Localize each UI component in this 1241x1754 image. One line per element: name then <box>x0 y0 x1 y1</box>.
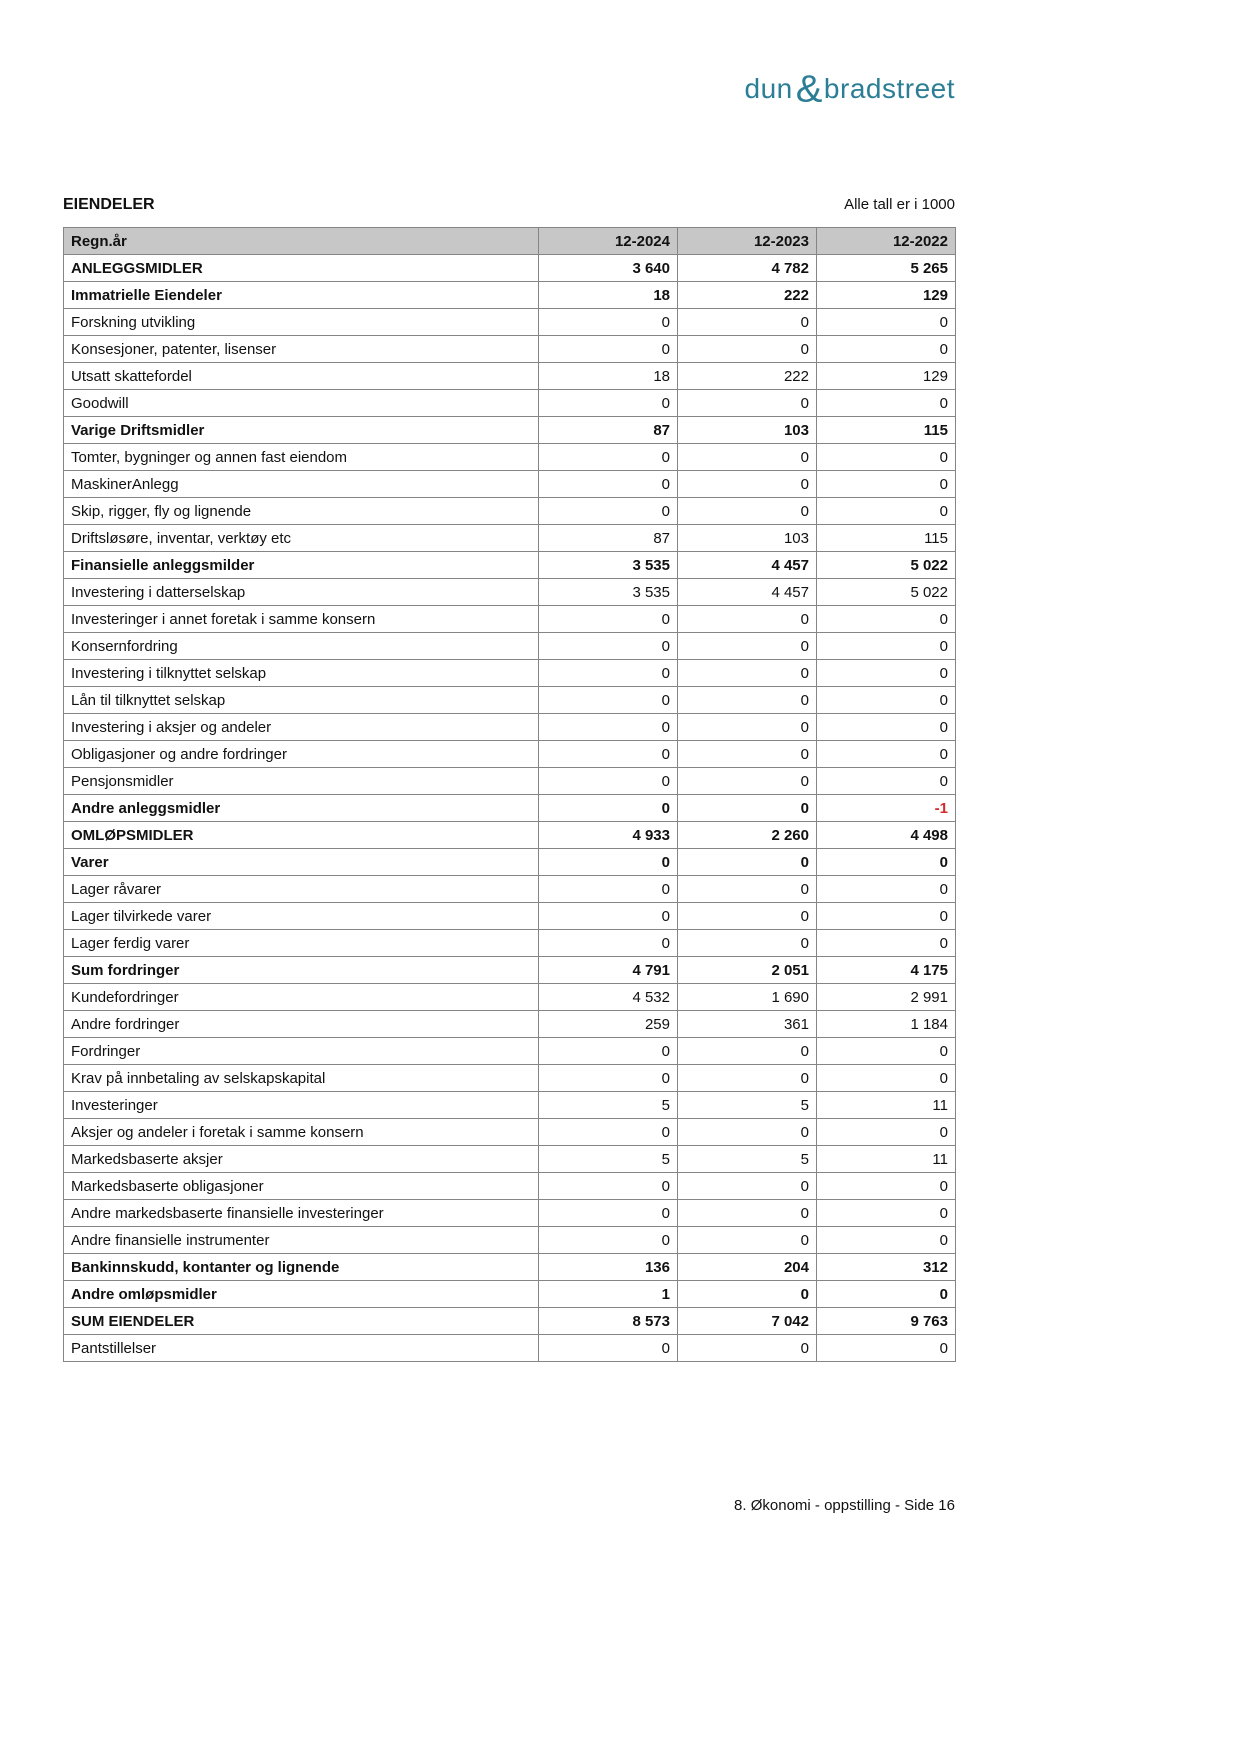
row-label: Konsernfordring <box>64 633 539 660</box>
row-value: 2 991 <box>817 984 956 1011</box>
table-row <box>64 390 956 417</box>
row-value: 0 <box>539 687 678 714</box>
table-row <box>64 471 956 498</box>
row-value: 2 260 <box>678 822 817 849</box>
table-body <box>64 255 956 1362</box>
row-value: 0 <box>817 444 956 471</box>
row-value: 0 <box>817 849 956 876</box>
row-value: 1 184 <box>817 1011 956 1038</box>
row-value: 0 <box>539 309 678 336</box>
row-value: 0 <box>678 768 817 795</box>
row-value: 0 <box>539 444 678 471</box>
row-value: 0 <box>539 336 678 363</box>
row-value: 5 <box>678 1092 817 1119</box>
row-label: Varer <box>64 849 539 876</box>
table-row <box>64 282 956 309</box>
row-value: 0 <box>678 444 817 471</box>
row-value: 0 <box>678 1335 817 1362</box>
row-value: 0 <box>678 795 817 822</box>
table-row <box>64 363 956 390</box>
row-value: 87 <box>539 525 678 552</box>
row-value: 103 <box>678 525 817 552</box>
row-label: Forskning utvikling <box>64 309 539 336</box>
row-value: 0 <box>678 606 817 633</box>
row-value: 7 042 <box>678 1308 817 1335</box>
table-row <box>64 1281 956 1308</box>
row-value: 0 <box>817 768 956 795</box>
row-value: 87 <box>539 417 678 444</box>
row-value: 5 <box>539 1092 678 1119</box>
row-value: 0 <box>539 1173 678 1200</box>
row-value: 0 <box>817 1281 956 1308</box>
row-label: Investering i tilknyttet selskap <box>64 660 539 687</box>
row-value: 115 <box>817 525 956 552</box>
row-value: 0 <box>678 1173 817 1200</box>
row-label: Investering i datterselskap <box>64 579 539 606</box>
row-value: 0 <box>678 309 817 336</box>
row-value: 103 <box>678 417 817 444</box>
table-row <box>64 822 956 849</box>
row-value: 0 <box>817 930 956 957</box>
row-label: Skip, rigger, fly og lignende <box>64 498 539 525</box>
row-value: 4 498 <box>817 822 956 849</box>
row-label: Andre anleggsmidler <box>64 795 539 822</box>
row-value: 0 <box>678 714 817 741</box>
row-label: Fordringer <box>64 1038 539 1065</box>
table-row <box>64 309 956 336</box>
row-value: 0 <box>539 849 678 876</box>
row-label: Varige Driftsmidler <box>64 417 539 444</box>
row-value: 0 <box>539 876 678 903</box>
table-row <box>64 1254 956 1281</box>
table-row <box>64 795 956 822</box>
table-row <box>64 903 956 930</box>
logo-text-bradstreet: bradstreet <box>823 73 955 104</box>
row-label: Immatrielle Eiendeler <box>64 282 539 309</box>
row-value: 0 <box>539 1200 678 1227</box>
table-row <box>64 1200 956 1227</box>
balance-sheet-table <box>63 227 956 1362</box>
row-value: 129 <box>817 363 956 390</box>
header-regnar: Regn.år <box>64 228 539 255</box>
row-value: 0 <box>817 687 956 714</box>
row-value: 0 <box>678 876 817 903</box>
row-value: 3 535 <box>539 579 678 606</box>
table-row <box>64 606 956 633</box>
row-value: 0 <box>539 471 678 498</box>
row-label: Markedsbaserte obligasjoner <box>64 1173 539 1200</box>
row-value: 259 <box>539 1011 678 1038</box>
document-page <box>63 0 955 1754</box>
row-value: 0 <box>678 336 817 363</box>
row-value: 0 <box>539 1065 678 1092</box>
row-value: 0 <box>678 930 817 957</box>
row-label: Markedsbaserte aksjer <box>64 1146 539 1173</box>
row-value: 0 <box>817 336 956 363</box>
row-label: Goodwill <box>64 390 539 417</box>
table-row <box>64 255 956 282</box>
row-label: Investering i aksjer og andeler <box>64 714 539 741</box>
row-label: Pantstillelser <box>64 1335 539 1362</box>
units-note: Alle tall er i 1000 <box>844 196 955 213</box>
header-year-2024: 12-2024 <box>539 228 678 255</box>
row-value: 1 <box>539 1281 678 1308</box>
row-value: 361 <box>678 1011 817 1038</box>
section-title: EIENDELER <box>63 196 155 213</box>
table-row <box>64 444 956 471</box>
title-row <box>63 196 955 214</box>
row-value: 0 <box>817 1065 956 1092</box>
row-value: 18 <box>539 363 678 390</box>
row-value: 0 <box>678 741 817 768</box>
row-value: 0 <box>817 1200 956 1227</box>
table-row <box>64 336 956 363</box>
row-value: 0 <box>817 876 956 903</box>
row-value: 5 <box>678 1146 817 1173</box>
row-value: 0 <box>539 1335 678 1362</box>
row-value: 0 <box>678 1281 817 1308</box>
header-year-2022: 12-2022 <box>817 228 956 255</box>
row-value: 0 <box>678 1065 817 1092</box>
row-value: 0 <box>817 660 956 687</box>
row-value: 0 <box>817 714 956 741</box>
row-value: 5 022 <box>817 552 956 579</box>
row-label: Lager ferdig varer <box>64 930 539 957</box>
row-value: 3 640 <box>539 255 678 282</box>
row-value: 0 <box>678 633 817 660</box>
row-label: Lån til tilknyttet selskap <box>64 687 539 714</box>
row-value: 0 <box>539 903 678 930</box>
row-value: 136 <box>539 1254 678 1281</box>
row-value: 0 <box>539 1227 678 1254</box>
row-value: 0 <box>817 1119 956 1146</box>
row-value: 0 <box>678 660 817 687</box>
table-row <box>64 714 956 741</box>
row-value: 0 <box>817 471 956 498</box>
row-value: 0 <box>678 498 817 525</box>
row-label: Andre fordringer <box>64 1011 539 1038</box>
row-value: 5 265 <box>817 255 956 282</box>
table-row <box>64 579 956 606</box>
row-value: 0 <box>817 903 956 930</box>
table-row <box>64 1119 956 1146</box>
table-row <box>64 1011 956 1038</box>
row-label: Lager tilvirkede varer <box>64 903 539 930</box>
row-value: 5 <box>539 1146 678 1173</box>
row-label: Kundefordringer <box>64 984 539 1011</box>
row-label: Aksjer og andeler i foretak i samme konsern <box>64 1119 539 1146</box>
row-label: Tomter, bygninger og annen fast eiendom <box>64 444 539 471</box>
row-label: Driftsløsøre, inventar, verktøy etc <box>64 525 539 552</box>
row-value: 222 <box>678 363 817 390</box>
table-row <box>64 741 956 768</box>
row-value: 0 <box>678 687 817 714</box>
row-label: Finansielle anleggsmilder <box>64 552 539 579</box>
table-row <box>64 984 956 1011</box>
table-row <box>64 849 956 876</box>
row-value: 8 573 <box>539 1308 678 1335</box>
row-label: Andre omløpsmidler <box>64 1281 539 1308</box>
table-row <box>64 1335 956 1362</box>
row-label: Krav på innbetaling av selskapskapital <box>64 1065 539 1092</box>
row-value: 0 <box>539 498 678 525</box>
row-value: 0 <box>678 903 817 930</box>
table-row <box>64 525 956 552</box>
row-value: 0 <box>539 606 678 633</box>
row-value: 4 782 <box>678 255 817 282</box>
row-value: 0 <box>817 1038 956 1065</box>
row-value: 9 763 <box>817 1308 956 1335</box>
row-value: 0 <box>817 390 956 417</box>
row-value: 4 532 <box>539 984 678 1011</box>
row-value: 11 <box>817 1092 956 1119</box>
row-label: Investeringer i annet foretak i samme konsern <box>64 606 539 633</box>
ampersand-icon: & <box>795 68 823 110</box>
row-label: Obligasjoner og andre fordringer <box>64 741 539 768</box>
row-value: 0 <box>678 1119 817 1146</box>
row-value: 4 933 <box>539 822 678 849</box>
row-value: 204 <box>678 1254 817 1281</box>
row-value: 18 <box>539 282 678 309</box>
table-row <box>64 876 956 903</box>
row-value: 0 <box>539 930 678 957</box>
table-row <box>64 930 956 957</box>
table-row <box>64 1146 956 1173</box>
table-row <box>64 1173 956 1200</box>
row-value: 0 <box>678 849 817 876</box>
row-value: 4 175 <box>817 957 956 984</box>
row-value: 0 <box>539 795 678 822</box>
row-value: 0 <box>678 1038 817 1065</box>
table-header-row <box>64 228 956 255</box>
table-row <box>64 957 956 984</box>
row-label: ANLEGGSMIDLER <box>64 255 539 282</box>
row-value: 0 <box>817 1335 956 1362</box>
row-value: -1 <box>817 795 956 822</box>
row-value: 0 <box>817 1173 956 1200</box>
row-value: 222 <box>678 282 817 309</box>
row-label: Pensjonsmidler <box>64 768 539 795</box>
table-row <box>64 660 956 687</box>
row-value: 312 <box>817 1254 956 1281</box>
row-value: 0 <box>539 714 678 741</box>
row-value: 0 <box>817 1227 956 1254</box>
row-value: 0 <box>678 471 817 498</box>
table-row <box>64 417 956 444</box>
row-value: 0 <box>539 1038 678 1065</box>
table-row <box>64 687 956 714</box>
row-label: OMLØPSMIDLER <box>64 822 539 849</box>
row-value: 129 <box>817 282 956 309</box>
table-row <box>64 498 956 525</box>
row-value: 0 <box>817 606 956 633</box>
row-value: 4 457 <box>678 579 817 606</box>
row-value: 2 051 <box>678 957 817 984</box>
table-row <box>64 768 956 795</box>
row-value: 0 <box>539 633 678 660</box>
row-value: 0 <box>817 498 956 525</box>
row-value: 0 <box>678 390 817 417</box>
row-value: 0 <box>539 660 678 687</box>
row-value: 0 <box>817 741 956 768</box>
row-label: SUM EIENDELER <box>64 1308 539 1335</box>
row-label: Bankinnskudd, kontanter og lignende <box>64 1254 539 1281</box>
table-row <box>64 1038 956 1065</box>
row-label: Konsesjoner, patenter, lisenser <box>64 336 539 363</box>
header-year-2023: 12-2023 <box>678 228 817 255</box>
row-value: 0 <box>539 768 678 795</box>
row-value: 1 690 <box>678 984 817 1011</box>
row-value: 4 791 <box>539 957 678 984</box>
row-label: Lager råvarer <box>64 876 539 903</box>
row-value: 115 <box>817 417 956 444</box>
row-value: 0 <box>539 741 678 768</box>
row-value: 0 <box>817 633 956 660</box>
row-value: 0 <box>539 390 678 417</box>
row-label: Utsatt skattefordel <box>64 363 539 390</box>
row-value: 11 <box>817 1146 956 1173</box>
row-value: 5 022 <box>817 579 956 606</box>
table-row <box>64 633 956 660</box>
table-row <box>64 1227 956 1254</box>
row-value: 0 <box>539 1119 678 1146</box>
row-value: 0 <box>678 1227 817 1254</box>
row-label: Investeringer <box>64 1092 539 1119</box>
row-label: Sum fordringer <box>64 957 539 984</box>
page-footer: 8. Økonomi - oppstilling - Side 16 <box>734 1497 955 1514</box>
table-row <box>64 1308 956 1335</box>
row-value: 0 <box>817 309 956 336</box>
row-value: 0 <box>678 1200 817 1227</box>
table-row <box>64 1065 956 1092</box>
row-value: 4 457 <box>678 552 817 579</box>
table-row <box>64 552 956 579</box>
row-label: MaskinerAnlegg <box>64 471 539 498</box>
row-label: Andre finansielle instrumenter <box>64 1227 539 1254</box>
logo-text-dun: dun <box>744 73 793 104</box>
table-row <box>64 1092 956 1119</box>
dun-bradstreet-logo <box>745 68 955 110</box>
row-label: Andre markedsbaserte finansielle investeringer <box>64 1200 539 1227</box>
row-value: 3 535 <box>539 552 678 579</box>
